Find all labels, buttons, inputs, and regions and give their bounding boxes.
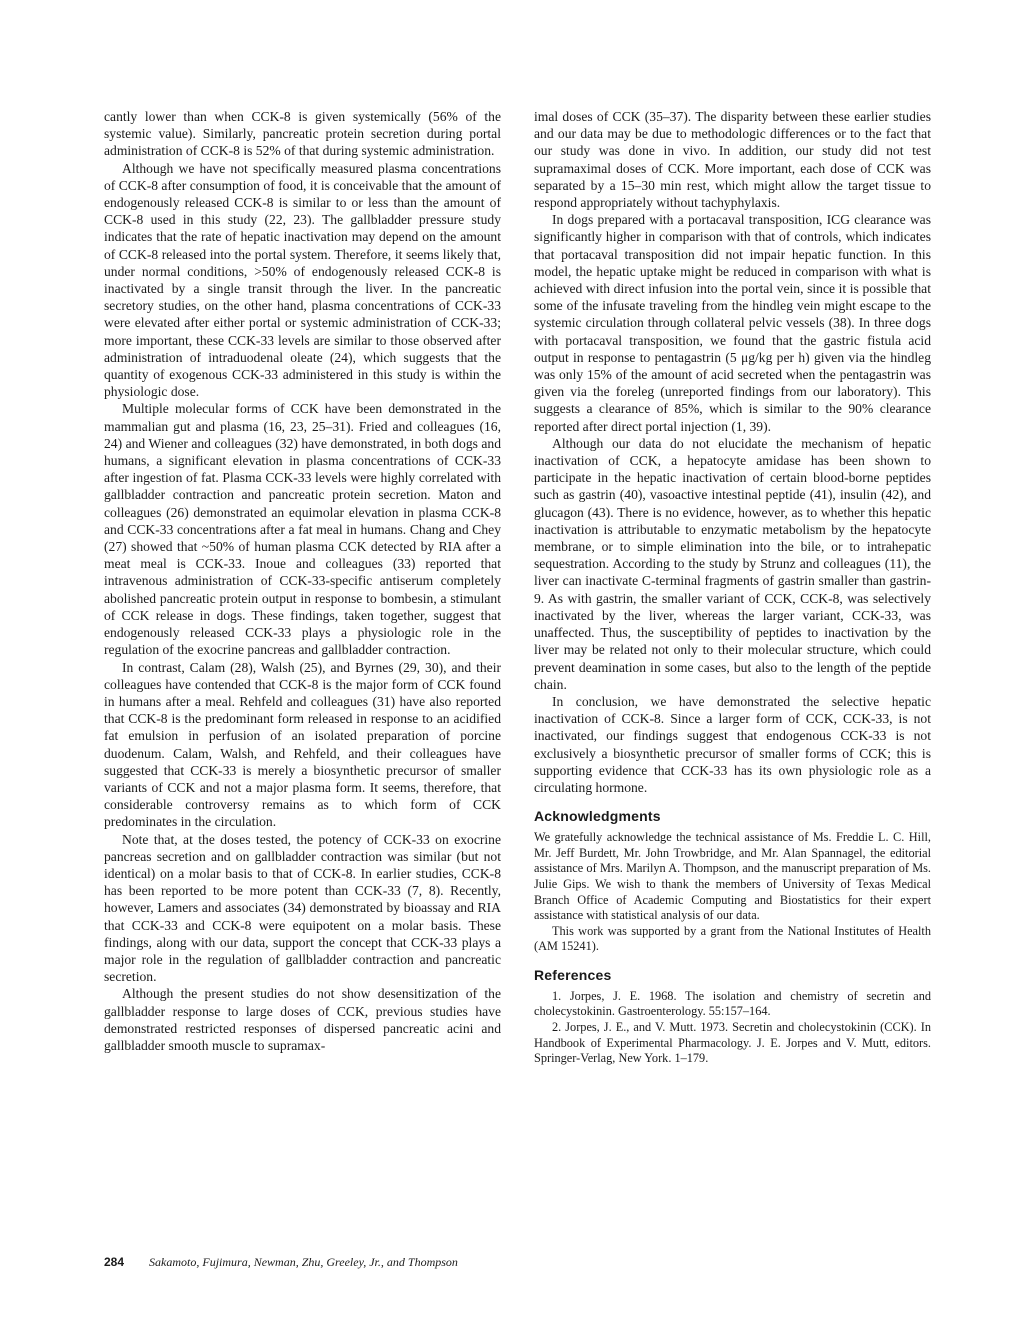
acknowledgments-paragraph: We gratefully acknowledge the technical assistance of Ms. Freddie L. C. Hill, Mr. Jeff Burdett, Mr. John Trowbridge, and Mr. Alan Spannagel, the editorial assistance of Mrs. Marilyn A. Thompson, and the manuscript preparation of Ms. Julie Gips. We wish to thank the members of University of Texas Medical Branch Office of Academic Computing and Biostatistics for their expert assistance with statistical analysis of our data.: [534, 830, 931, 923]
left-column: [104, 108, 501, 1054]
body-paragraph: Note that, at the doses tested, the potency of CCK-33 on exocrine pancreas secretion and on gallbladder contraction was similar (but not identical) on a molar basis to that of CCK-8. In earlier studies, CCK-8 has been reported to be more potent than CCK-33 (7, 8). Recently, however, Lamers and associates (34) demonstrated by bioassay and RIA that CCK-33 and CCK-8 were equipotent on a molar basis. These findings, along with our data, support the concept that CCK-33 plays a major role in the regulation of gallbladder contraction and pancreatic secretion.: [104, 831, 501, 985]
reference-item: 2. Jorpes, J. E., and V. Mutt. 1973. Secretin and cholecystokinin (CCK). In Handbook of Experimental Pharmacology. J. E. Jorpes and V. Mutt, editors. Springer-Verlag, New York. 1–179.: [534, 1020, 931, 1066]
body-paragraph: In conclusion, we have demonstrated the selective hepatic inactivation of CCK-8. Since a larger form of CCK, CCK-33, is not inactivated, our findings suggest that endogenous CCK-33 is not exclusively a biosynthetic precursor of smaller forms of CCK; this is supporting evidence that CCK-33 has its own physiologic role as a circulating hormone.: [534, 693, 931, 795]
acknowledgments-section: [534, 830, 931, 955]
body-paragraph: Although we have not specifically measured plasma concentrations of CCK-8 after consumption of food, it is conceivable that the amount of endogenously released CCK-8 is similar to or less than the amount of CCK-8 used in this study (22, 23). The gallbladder pressure study indicates that the rate of hepatic inactivation may depend on the amount of CCK-8 released into the portal system. Therefore, it seems likely that, under normal conditions, >50% of endogenously released CCK-8 is inactivated by a single transit through the liver. In the pancreatic secretory studies, on the other hand, plasma concentrations of CCK-33 were elevated after either portal or systemic administration of CCK-33; more important, these CCK-33 levels are similar to those observed after administration of intraduodenal oleate (24), which suggests that the quantity of exogenous CCK-33 administered in this study is within the physiologic dose.: [104, 160, 501, 400]
page-footer: [104, 1255, 458, 1270]
references-list: [534, 989, 931, 1067]
acknowledgments-paragraph: This work was supported by a grant from the National Institutes of Health (AM 15241).: [534, 923, 931, 954]
reference-item: 1. Jorpes, J. E. 1968. The isolation and chemistry of secretin and cholecystokinin. Gastroenterology. 55:157–164.: [534, 988, 931, 1019]
body-paragraph: imal doses of CCK (35–37). The disparity between these earlier studies and our data may be due to methodologic differences or to the fact that our study was done in vivo. In addition, our study did not test supramaximal doses of CCK. More important, each dose of CCK was separated by a 15–30 min rest, which might allow the target tissue to respond appropriately without tachyphylaxis.: [534, 109, 931, 211]
page-number: 284: [104, 1255, 125, 1269]
acknowledgments-heading: Acknowledgments: [534, 808, 661, 825]
running-authors: Sakamoto, Fujimura, Newman, Zhu, Greeley, Jr., and Thompson: [149, 1255, 458, 1269]
references-heading: References: [534, 966, 612, 983]
body-paragraph: Although the present studies do not show desensitization of the gallbladder response to large doses of CCK, previous studies have demonstrated restricted responses of dispersed pancreatic acini and gallbladder smooth muscle to supramax-: [104, 986, 501, 1053]
body-paragraph: Multiple molecular forms of CCK have been demonstrated in the mammalian gut and plasma (16, 23, 25–31). Fried and colleagues (16, 24) and Wiener and colleagues (32) have demonstrated, in both dogs and humans, a significant elevation in plasma concentrations of CCK-33 after ingestion of fat. Plasma CCK-33 levels were highly correlated with gallbladder contraction and pancreatic protein secretion. Maton and colleagues (26) demonstrated an equimolar elevation in plasma CCK-8 and CCK-33 concentrations after a fat meal in humans. Chang and Chey (27) showed that ~50% of human plasma CCK detected by RIA after a meat meal is CCK-33. Inoue and colleagues (33) reported that intravenous administration of CCK-33-specific antiserum completely abolished pancreatic protein output in response to bombesin, a stimulant of CCK release in dogs. These findings, taken together, suggest that endogenously released CCK-33 plays a physiologic role in the regulation of the exocrine pancreas and gallbladder contraction.: [104, 401, 501, 658]
right-column: [534, 108, 931, 1067]
body-paragraph: Although our data do not elucidate the mechanism of hepatic inactivation of CCK, a hepatocyte amidase has been shown to participate in the hepatic inactivation of certain blood-borne peptides such as gastrin (40), vasoactive intestinal peptide (41), insulin (42), and glucagon (43). There is no evidence, however, as to whether this hepatic inactivation is attributable to enzymatic metabolism by the hepatocyte membrane, or to simple elimination into the bile, or to intrahepatic sequestration. According to the study by Strunz and colleagues (11), the liver can inactivate C-terminal fragments of gastrin smaller than gastrin-9. As with gastrin, the smaller variant of CCK, CCK-8, was selectively inactivated by the liver, whereas the larger variant, CCK-33, was unaffected. Thus, the susceptibility of peptides to inactivation by the liver may be related not only to their molecular structure, which could prevent deamination in some cases, but also to the length of the peptide chain.: [534, 435, 931, 692]
body-paragraph: cantly lower than when CCK-8 is given systemically (56% of the systemic value). Similarly, pancreatic protein secretion during portal administration of CCK-8 is 52% of that during systemic administration.: [104, 109, 501, 159]
body-paragraph: In contrast, Calam (28), Walsh (25), and Byrnes (29, 30), and their colleagues have contended that CCK-8 is the major form of CCK found in humans after a meal. Rehfeld and colleagues (31) have also reported that CCK-8 is the predominant form released in response to an acidified fat emulsion in perfusion of an isolated preparation of porcine duodenum. Calam, Walsh, and Rehfeld, and their colleagues have suggested that CCK-33 is merely a biosynthetic precursor of smaller variants of CCK and not a major plasma form. It seems, therefore, that considerable controversy remains as to which form of CCK predominates in the circulation.: [104, 659, 501, 830]
body-paragraph: In dogs prepared with a portacaval transposition, ICG clearance was significantly higher in comparison with that of controls, which indicates that portacaval transposition did not impair hepatic function. In this model, the hepatic uptake might be reduced in comparison with what is achieved with direct infusion into the portal vein, since it is possible that some of the infusate traveling from the hindleg vein might escape to the systemic circulation through collateral pelvic vessels (38). In three dogs with portacaval transposition, we found that the gastric fistula acid output in response to pentagastrin (5 μg/kg per h) given via the hindleg was only 15% of the amount of acid secreted when the pentagastrin was given via the foreleg (unreported findings from our laboratory). This suggests a clearance of 85%, which is similar to the 90% clearance reported after direct portal injection (1, 39).: [534, 212, 931, 434]
